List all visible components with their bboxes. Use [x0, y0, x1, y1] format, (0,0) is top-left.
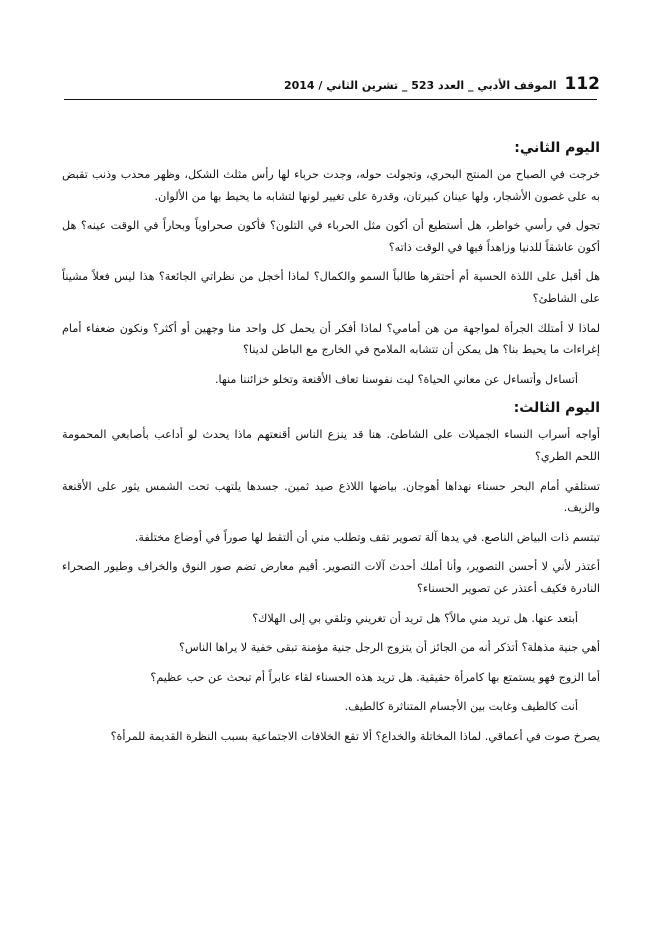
running-head: الموقف الأدبي _ العدد 523 _ تشرين الثاني / 2014	[283, 79, 557, 92]
header-rule	[64, 99, 597, 100]
paragraph: أما الزوج فهو يستمتع بها كامرأة حقيقية. هل تريد هذه الحسناء لقاء عابراً أم تبحث عن حب عظيم؟	[150, 670, 600, 684]
page-header	[283, 74, 600, 102]
paragraph: أعتذر لأني لا أحسن التصوير، وأنا أملك أحدث آلات التصوير. أقيم معارض تضم صور النوق والخراف وطيور الصحراء النادرة فكيف أعتذر عن تصوير الحسناء؟	[62, 560, 600, 595]
paragraph: أواجه أسراب النساء الجميلات على الشاطئ. هنا قد ينزع الناس أقنعتهم ماذا يحدث لو أداعب بأصابعي المحمومة اللحم الطري؟	[62, 428, 600, 463]
paragraph: يصرخ صوت في أعماقي. لماذا المخاتلة والخداع؟ ألا تقع الخلافات الاجتماعية بسبب النظرة القديمة للمرأة؟	[110, 729, 600, 743]
section-title: اليوم الثالث:	[513, 400, 600, 417]
paragraph: أنت كالطيف وغابت بين الأجسام المتناثرة كالطيف.	[344, 700, 578, 714]
paragraph: أتساءل وأتساءل عن معاني الحياة؟ ليت نفوسنا تعاف الأقنعة وتخلو خزائننا منها.	[214, 372, 578, 386]
section-title: اليوم الثاني:	[514, 140, 600, 156]
paragraph: أبتعد عنها. هل تريد مني مالاً؟ هل تريد أن تغريني وتلقي بي إلى الهلاك؟	[252, 611, 578, 625]
article-body	[62, 138, 600, 755]
section-day-two	[62, 138, 600, 390]
paragraph: هل أقبل على اللذة الحسية أم أحتقرها طالباً السمو والكمال؟ لماذا أخجل من نظراتي الجائعة؟ هذا ليس فعلاً مشيناً على الشاطئ؟	[62, 270, 600, 305]
paragraph: تجول في رأسي خواطر، هل أستطيع أن أكون مثل الحرباء في التلون؟ فأكون صحراوياً وبحاراً في الوقت عينه؟ هل أكون عاشقاً للدنيا وزاهداً فيها في الوقت ذاته؟	[62, 219, 600, 254]
section-day-three	[62, 398, 600, 747]
paragraph: أهي جنية مذهلة؟ أتذكر أنه من الجائز أن يتزوج الرجل جنية مؤمنة تبقى خفية لا يراها الناس؟	[179, 641, 600, 655]
page-number: 112	[564, 74, 600, 94]
paragraph: تستلقي أمام البحر حسناء نهداها أهوجان. بياضها اللاذع صيد ثمين. جسدها يلتهب تحت الشمس يثور على الأقنعة والزيف.	[62, 479, 600, 515]
paragraph: لماذا لا أمتلك الجرأة لمواجهة من هن أمامي؟ لماذا أفكر أن يحمل كل واحد منا وجهين أو أكثر؟ ونكون ضعفاء أمام إغراءات ما يحيط بنا؟ هل يمكن أن تتشابه الملامح في الخارج مع الباطن لدينا؟	[62, 321, 600, 357]
paragraph: خرجت في الصباح من المنتج البحري، وتجولت حوله، وجدت حرباء لها رأس مثلث الشكل، وظهر محدب وذنب تقبض به على غصون الأشجار، ولها عينان كبيرتان، وقدرة على تغيير لونها لتشابه ما يحيط بها من الألوان.	[62, 168, 600, 203]
paragraph: تبتسم ذات البياض الناصع. في يدها آلة تصوير تقف وتطلب مني أن ألتقط لها صوراً في أوضاع مختلفة.	[134, 530, 600, 544]
